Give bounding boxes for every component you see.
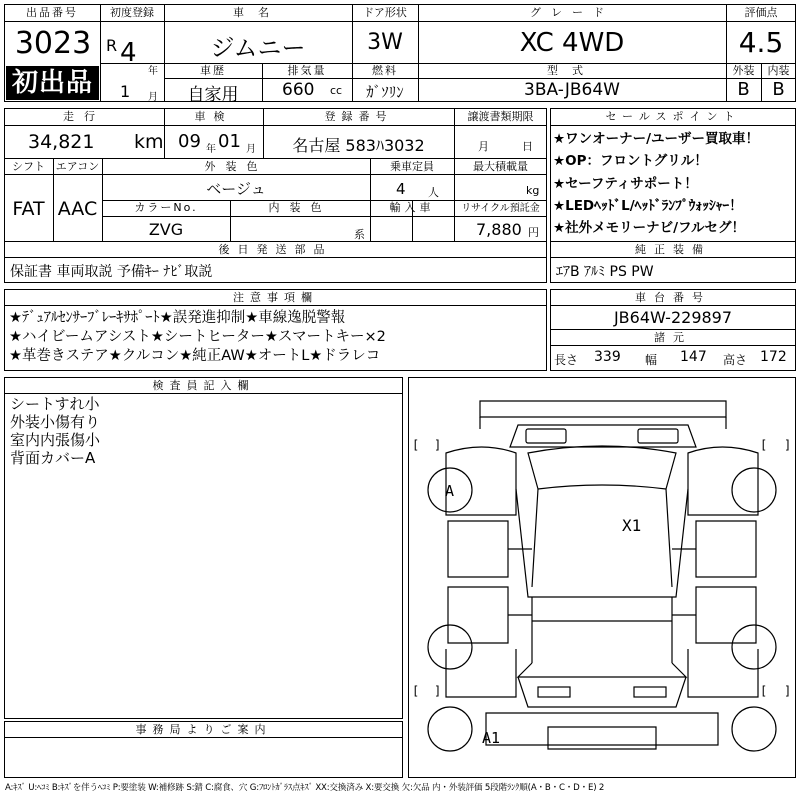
svg-text:]: ] bbox=[434, 438, 442, 452]
damage-mark-x1: X1 bbox=[622, 516, 642, 535]
inspection-month: 01 bbox=[218, 131, 241, 152]
ext-grade: B bbox=[737, 79, 750, 100]
cc-unit: cc bbox=[330, 84, 343, 97]
history-label: 車歴 bbox=[200, 64, 226, 77]
era: R bbox=[106, 36, 118, 55]
int-grade: B bbox=[772, 79, 785, 100]
int-grade-label: 内装 bbox=[767, 64, 790, 77]
length-label: 長さ bbox=[554, 353, 579, 367]
note-line: ★ハイビームアシスト★シートヒーター★スマートキー×2 bbox=[9, 329, 386, 345]
car-name: ジムニー bbox=[210, 34, 306, 62]
inspection-month-unit: 月 bbox=[246, 144, 256, 155]
lot-label: 出品番号 bbox=[26, 6, 78, 19]
notes-list bbox=[9, 309, 386, 366]
sales-point: ★OP：フロントグリル！ bbox=[553, 153, 708, 170]
transfer-month: 月 bbox=[478, 140, 489, 153]
sales-point: ★ワンオーナー/ユーザー買取車！ bbox=[553, 131, 760, 147]
equipment-label: 純正装備 bbox=[635, 243, 711, 256]
door-type: 3W bbox=[367, 30, 403, 55]
ac-label: エアコン bbox=[55, 160, 100, 173]
damage-mark-a1: A1 bbox=[482, 729, 501, 747]
door-label: ドア形状 bbox=[363, 6, 407, 19]
fuel: ｶﾞｿﾘﾝ bbox=[366, 83, 404, 101]
width: 147 bbox=[680, 349, 707, 365]
score-label: 評価点 bbox=[744, 6, 778, 19]
ac: AAC bbox=[57, 198, 98, 220]
inspector-line: シートすれ小 bbox=[10, 395, 100, 413]
month-unit: 月 bbox=[148, 92, 158, 103]
first-reg-year: 4 bbox=[120, 38, 137, 68]
int-color-unit: 系 bbox=[354, 228, 365, 241]
color-no: ZVG bbox=[148, 220, 184, 239]
svg-text:[: [ bbox=[760, 438, 768, 452]
recycle-unit: 円 bbox=[528, 226, 539, 239]
inspection-year-unit: 年 bbox=[206, 144, 216, 155]
recycle-label: リサイクル預託金 bbox=[461, 203, 540, 214]
inspection-label: 車検 bbox=[194, 110, 233, 123]
office-label: 事務局よりご案内 bbox=[135, 723, 272, 736]
score: 4.5 bbox=[738, 26, 784, 59]
capacity-label: 乗車定員 bbox=[390, 160, 434, 173]
inspector-notes bbox=[10, 395, 100, 467]
svg-text:]: ] bbox=[434, 684, 442, 698]
color-no-label: カラーNo. bbox=[134, 201, 198, 214]
svg-text:]: ] bbox=[784, 684, 792, 698]
transfer-day: 日 bbox=[522, 140, 533, 153]
grade-label: グレード bbox=[530, 6, 614, 19]
ext-color: ベージュ bbox=[206, 180, 266, 198]
svg-text:]: ] bbox=[784, 438, 792, 452]
import-label: 輸入車 bbox=[389, 201, 435, 214]
mileage-unit: km bbox=[134, 131, 164, 153]
transfer-label: 譲渡書類期限 bbox=[467, 110, 534, 123]
note-line: ★革巻きステア★クルコン★純正AW★オートL★ドラレコ bbox=[9, 348, 381, 364]
mileage: 34,821 bbox=[28, 131, 95, 153]
dims-label: 諸元 bbox=[654, 331, 692, 344]
notes-label: 注意事項欄 bbox=[233, 291, 318, 304]
grade: XC 4WD bbox=[519, 28, 625, 58]
later-parts: 保証書 車両取説 予備ｷｰ ﾅﾋﾞ取説 bbox=[10, 264, 213, 280]
svg-text:[: [ bbox=[412, 438, 420, 452]
history: 自家用 bbox=[187, 85, 239, 105]
ext-color-label: 外装色 bbox=[204, 160, 268, 173]
first-listing-badge: 初出品 bbox=[6, 66, 99, 100]
ext-grade-label: 外装 bbox=[732, 64, 755, 77]
inspector-line: 背面カバーA bbox=[10, 449, 96, 467]
plate-label: 登録番号 bbox=[324, 110, 393, 123]
displacement: 660 bbox=[282, 80, 315, 100]
inspector-label: 検査員記入欄 bbox=[152, 379, 255, 392]
svg-text:[: [ bbox=[412, 684, 420, 698]
length: 339 bbox=[594, 349, 621, 365]
first-reg-month: 1 bbox=[120, 82, 131, 101]
note-line: ★ﾃﾞｭｱﾙｾﾝｻｰﾌﾞﾚｰｷｻﾎﾟｰﾄ★誤発進抑制★車線逸脱警報 bbox=[9, 310, 346, 326]
first-reg-label: 初度登録 bbox=[110, 6, 154, 19]
legend: A:ｷｽﾞ U:ﾍｺﾐ B:ｷｽﾞを伴うﾍｺﾐ P:要塗装 W:補修跡 S:錆 C:腐食、穴 G:ﾌﾛﾝﾄｶﾞﾗｽ点ｷｽﾞ XX:交換済み X:要交換 欠:欠品 内・外装評価 5段階ﾗﾝｸ順(A・B・C・D・E) 2 bbox=[5, 783, 605, 793]
mileage-label: 走行 bbox=[63, 110, 105, 123]
sales-point: ★社外メモリーナビ/フルセグ！ bbox=[553, 220, 745, 237]
displacement-label: 排気量 bbox=[287, 64, 327, 77]
sales-point: ★LEDﾍｯﾄﾞL/ﾍｯﾄﾞﾗﾝﾌﾟｳｫｯｼｬｰ！ bbox=[553, 197, 743, 214]
inspector-line: 外装小傷有り bbox=[10, 413, 101, 431]
inspection-year: 09 bbox=[178, 131, 201, 152]
later-parts-label: 後日発送部品 bbox=[218, 243, 333, 256]
equipment: ｴｱB ｱﾙﾐ PS PW bbox=[556, 264, 654, 280]
width-label: 幅 bbox=[645, 353, 658, 367]
damage-mark-a: A bbox=[445, 482, 455, 500]
height-label: 高さ bbox=[723, 353, 748, 367]
height: 172 bbox=[760, 349, 787, 365]
car-damage-diagram bbox=[408, 377, 796, 778]
chassis-label: 車台番号 bbox=[635, 291, 711, 304]
fuel-label: 燃料 bbox=[372, 64, 398, 77]
sales-list bbox=[553, 128, 759, 239]
max-load-label: 最大積載量 bbox=[473, 160, 528, 173]
sales-point: ★セーフティサポート！ bbox=[553, 175, 698, 192]
chassis-number: JB64W-229897 bbox=[613, 308, 733, 327]
inspector-line: 室内内張傷小 bbox=[10, 431, 101, 449]
model-label: 型式 bbox=[547, 64, 597, 77]
year-unit: 年 bbox=[148, 66, 158, 77]
model: 3BA-JB64W bbox=[524, 80, 620, 100]
max-load-unit: kg bbox=[526, 184, 540, 197]
capacity-unit: 人 bbox=[428, 186, 439, 199]
sales-label: セールスポイント bbox=[605, 110, 741, 123]
car-name-label: 車名 bbox=[233, 6, 283, 19]
capacity: 4 bbox=[396, 180, 406, 198]
svg-text:[: [ bbox=[760, 684, 768, 698]
recycle-fee: 7,880 bbox=[476, 220, 522, 239]
shift: FAT bbox=[12, 198, 45, 220]
shift-label: シフト bbox=[12, 160, 45, 173]
plate-number: 名古屋 583ﾊ3032 bbox=[292, 136, 425, 155]
int-color-label: 内装色 bbox=[268, 201, 332, 214]
lot-number: 3023 bbox=[14, 26, 92, 61]
